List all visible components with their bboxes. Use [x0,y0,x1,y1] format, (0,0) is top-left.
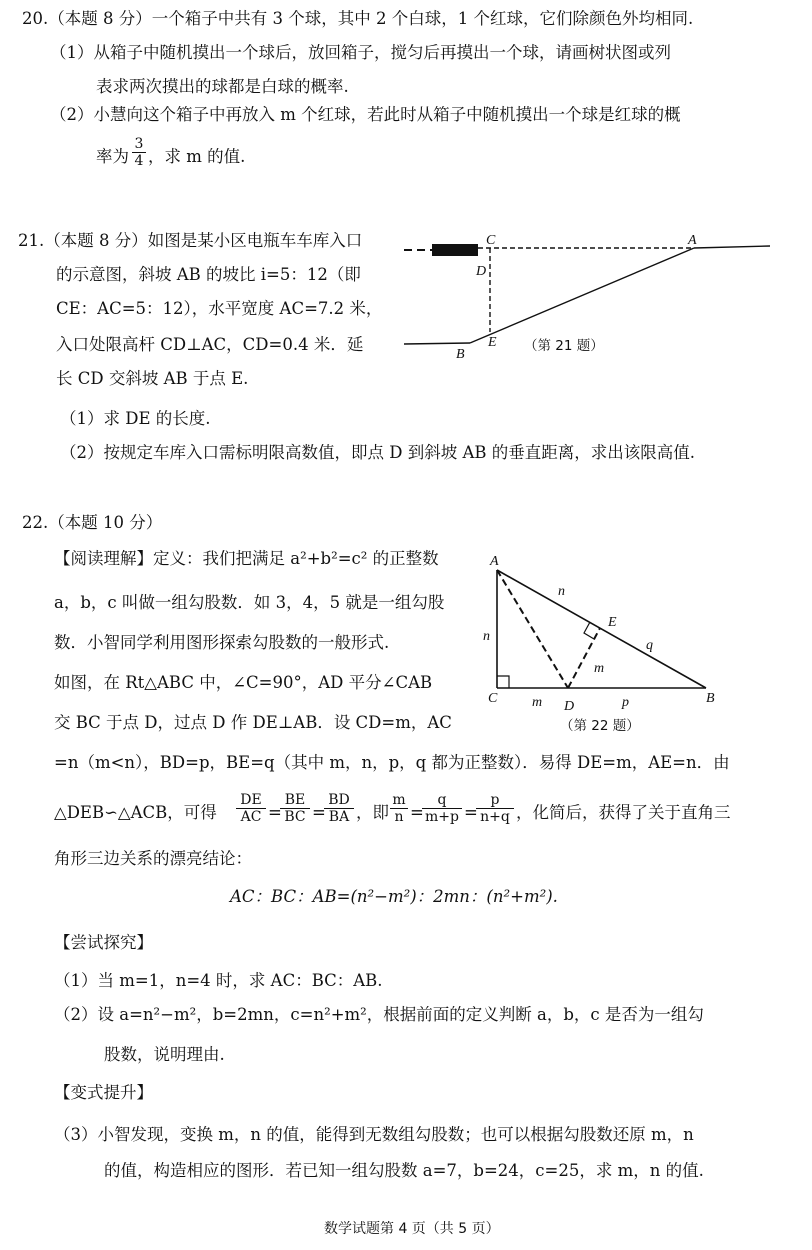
q22-read-5: 交 BC 于点 D，过点 D 作 DE⊥AB．设 CD=m，AC [54,713,452,732]
q22-read-3: 数．小智同学利用图形探索勾股数的一般形式. [54,633,390,652]
q20-part1-line1: （1）从箱子中随机摸出一个球后，放回箱子，搅匀后再摸出一个球，请画树状图或列 [50,43,671,62]
q22-read-1: 【阅读理解】定义：我们把满足 a²+b²=c² 的正整数 [54,549,439,568]
q22-read-4: 如图，在 Rt△ABC 中，∠C=90°，AD 平分∠CAB [54,673,433,692]
q22-frac-p-nq [476,792,514,825]
q21-line-2: 的示意图，斜坡 AB 的坡比 i=5：12（即 [56,265,361,284]
q20-frac-den: 4 [134,153,144,169]
q21-ground-right [694,246,770,248]
frac-den: n [394,809,404,825]
frac-den: BA [328,809,350,825]
q21-wall [432,244,478,256]
q20-part2-line1: （2）小慧向这个箱子中再放入 m 个红球，若此时从箱子中随机摸出一个球是红球的概 [50,105,681,124]
q21-slope-AB [470,248,694,343]
q21-line-3: CE：AC=5：12），水平宽度 AC=7.2 米， [56,299,383,318]
q22-segment-DE [568,628,600,688]
q22-var-title: 【变式提升】 [54,1083,153,1102]
frac-den: AC [240,809,262,825]
q22-sim-post: ，化简后，获得了关于直角三 [516,803,731,822]
q22-ji: ，即 [356,803,389,822]
q22-frac-BD-BA [324,792,354,825]
frac-num: BE [280,792,310,809]
q22-eq-3: = [410,803,424,822]
q20-head: 20.（本题 8 分）一个箱子中共有 3 个球，其中 2 个白球，1 个红球，它们除颜色外均相同. [22,9,694,28]
q22-label-D: D [564,699,575,714]
q21-ground-left [404,343,470,344]
q21-line-5: 长 CD 交斜坡 AB 于点 E. [56,369,249,388]
q21-label-D: D [476,264,487,279]
q22-try-title: 【尝试探究】 [54,933,153,952]
q22-label-q: q [646,638,653,653]
q22-try-2b: 股数，说明理由. [104,1045,225,1064]
frac-num: q [422,792,462,809]
q22-frac-DE-AC [236,792,266,825]
q21-sub-1: （1）求 DE 的长度. [60,409,211,428]
q20-frac-num: 3 [132,136,146,153]
q21-caption: （第 21 题） [524,338,604,354]
frac-num: p [476,792,514,809]
q22-right-angle-C [497,676,509,688]
q22-label-B: B [706,691,715,706]
q22-frac-q-mp [422,792,462,825]
q22-frac-BE-BC [280,792,310,825]
q22-caption: （第 22 题） [560,718,640,734]
q22-head: 22.（本题 10 分） [22,513,163,532]
frac-num: m [390,792,408,809]
q22-var-3a: （3）小智发现，变换 m，n 的值，能得到无数组勾股数；也可以根据勾股数还原 m，n [54,1125,694,1144]
q22-var-3b: 的值，构造相应的图形．若已知一组勾股数 a=7，b=24，c=25，求 m，n 的值. [104,1161,704,1180]
q20-part1-line2: 表求两次摸出的球都是白球的概率. [96,77,349,96]
q22-label-n-AE: n [558,584,565,599]
q22-label-p: p [622,695,629,710]
q20-part2-line2-post: ，求 m 的值. [148,147,246,166]
frac-den: BC [284,809,306,825]
q21-label-B: B [456,347,465,362]
q22-eq-4: = [464,803,478,822]
q22-try-1: （1）当 m=1，n=4 时，求 AC：BC：AB. [54,971,383,990]
page-footer: 数学试题第 4 页（共 5 页） [324,1221,500,1237]
q22-formula: AC：BC：AB=(n²−m²)：2mn：(n²+m²). [230,887,558,906]
q21-line-1: 21.（本题 8 分）如图是某小区电瓶车车库入口 [18,231,363,250]
q22-label-n-AC: n [483,629,490,644]
q22-label-A: A [490,554,499,569]
q22-read-2: a，b，c 叫做一组勾股数．如 3，4，5 就是一组勾股 [54,593,445,612]
q22-sim-pre: △DEB∽△ACB，可得 [54,803,217,822]
q22-label-m-DE: m [594,661,605,676]
q22-full-line: =n（m<n），BD=p，BE=q（其中 m，n，p，q 都为正整数）．易得 DE=m，AE=n．由 [54,753,730,772]
frac-num: DE [236,792,266,809]
q21-label-C: C [486,233,496,248]
frac-den: m+p [425,809,459,825]
q22-eq-2: = [312,803,326,822]
q22-figure [0,540,812,790]
q21-label-A: A [688,233,697,248]
q22-label-E: E [608,615,617,630]
frac-den: n+q [480,809,510,825]
q21-sub-2: （2）按规定车库入口需标明限高数值，即点 D 到斜坡 AB 的垂直距离，求出该限高值. [60,443,695,462]
q22-label-C: C [488,691,498,706]
frac-num: BD [324,792,354,809]
q22-try-2a: （2）设 a=n²−m²，b=2mn，c=n²+m²，根据前面的定义判断 a，b，c 是否为一组勾 [54,1005,704,1024]
q22-frac-m-n [390,792,408,825]
q21-line-4: 入口处限高杆 CD⊥AC，CD=0.4 米．延 [56,335,364,354]
q22-eq-1: = [268,803,282,822]
q21-label-E: E [488,335,497,350]
q20-part2-line2-pre: 率为 [96,147,129,166]
q22-label-m-CD: m [532,695,543,710]
q20-fraction [132,136,146,169]
q22-conclusion-intro: 角形三边关系的漂亮结论： [54,849,252,868]
